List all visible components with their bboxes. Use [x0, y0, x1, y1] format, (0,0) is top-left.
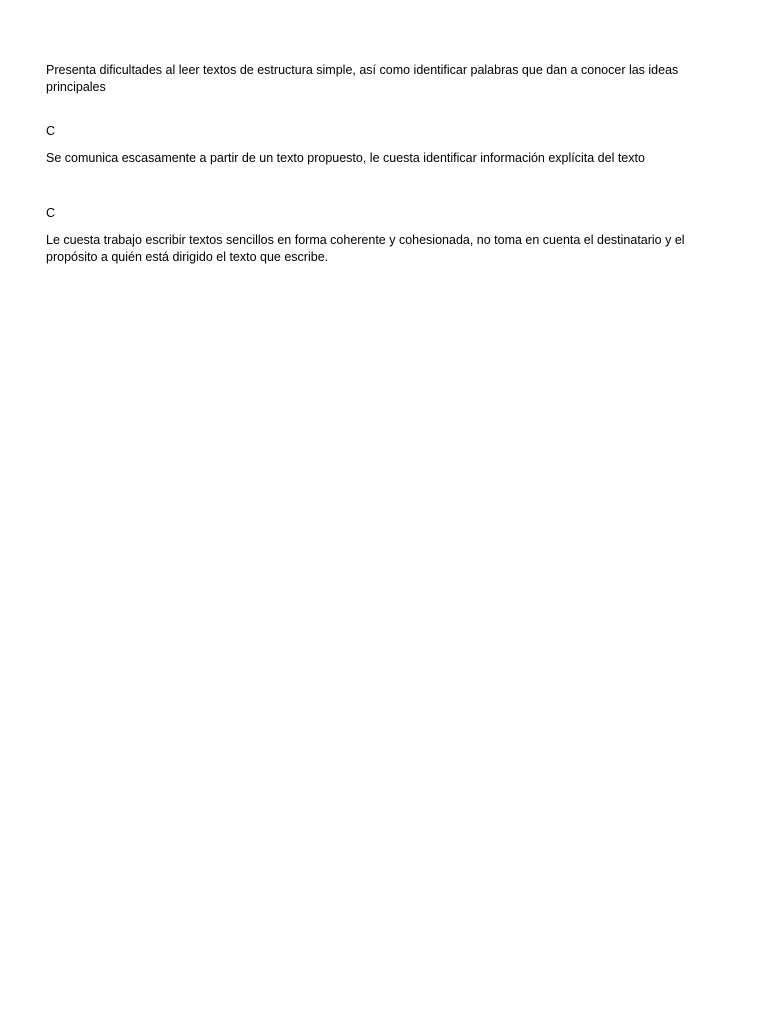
grade-label: C	[46, 206, 56, 220]
paragraph-writing: Le cuesta trabajo escribir textos sencillos en forma coherente y cohesionada, no toma en cuenta el destinatario y el propósito a quién está dirigido el texto que escribe.	[46, 233, 685, 264]
paragraph-communication: Se comunica escasamente a partir de un texto propuesto, le cuesta identificar información explícita del texto	[46, 151, 645, 165]
grade-label: C	[46, 124, 56, 138]
paragraph-reading-difficulty: Presenta dificultades al leer textos de estructura simple, así como identificar palabras que dan a conocer las ideas principales	[46, 63, 679, 94]
